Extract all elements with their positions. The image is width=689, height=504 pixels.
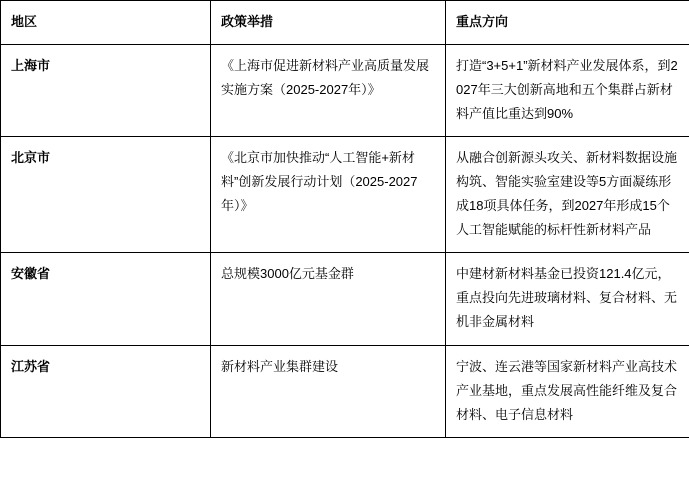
table-row xyxy=(1,137,689,253)
cell-focus: 从融合创新源头攻关、新材料数据设施构筑、智能实验室建设等5方面凝练形成18项具体任务，到2027年形成15个人工智能赋能的标杆性新材料产品 xyxy=(446,137,689,253)
table-row xyxy=(1,45,689,137)
table-body xyxy=(1,45,689,438)
table-row xyxy=(1,253,689,345)
cell-measure: 新材料产业集群建设 xyxy=(211,345,446,437)
column-header-focus: 重点方向 xyxy=(446,1,689,45)
column-header-region: 地区 xyxy=(1,1,211,45)
cell-region: 上海市 xyxy=(1,45,211,137)
cell-region: 江苏省 xyxy=(1,345,211,437)
cell-measure: 总规模3000亿元基金群 xyxy=(211,253,446,345)
table-row xyxy=(1,345,689,437)
table-header xyxy=(1,1,689,45)
cell-focus: 中建材新材料基金已投资121.4亿元，重点投向先进玻璃材料、复合材料、无机非金属材料 xyxy=(446,253,689,345)
column-header-measure: 政策举措 xyxy=(211,1,446,45)
cell-focus: 打造“3+5+1”新材料产业发展体系，到2027年三大创新高地和五个集群占新材料产值比重达到90% xyxy=(446,45,689,137)
cell-region: 北京市 xyxy=(1,137,211,253)
table-header-row xyxy=(1,1,689,45)
cell-measure: 《北京市加快推动“人工智能+新材料”创新发展行动计划（2025-2027年）》 xyxy=(211,137,446,253)
cell-measure: 《上海市促进新材料产业高质量发展实施方案（2025-2027年）》 xyxy=(211,45,446,137)
cell-region: 安徽省 xyxy=(1,253,211,345)
cell-focus: 宁波、连云港等国家新材料产业高技术产业基地，重点发展高性能纤维及复合材料、电子信息材料 xyxy=(446,345,689,437)
